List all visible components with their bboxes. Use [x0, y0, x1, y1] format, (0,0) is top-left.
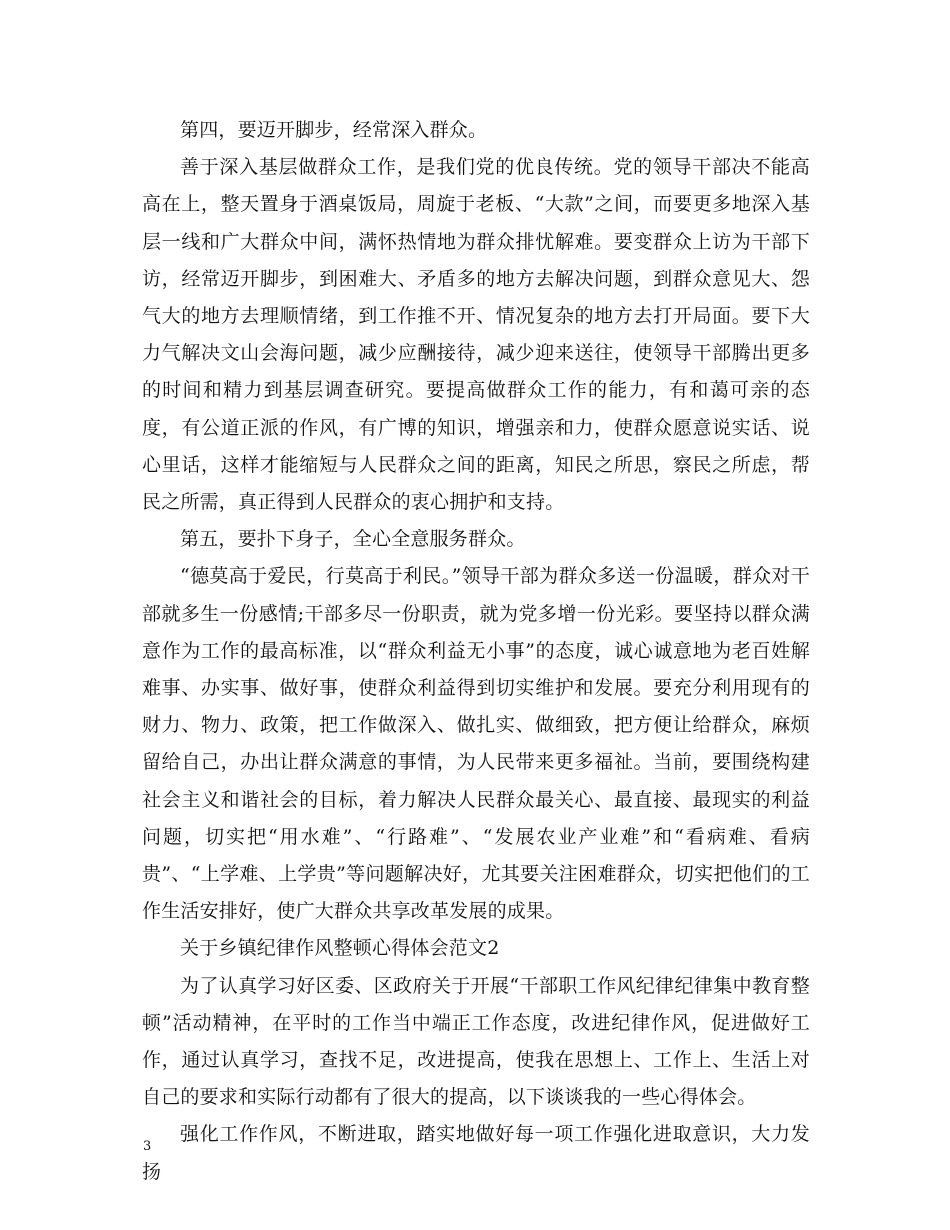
document-body — [142, 112, 810, 1191]
section-title: 关于乡镇纪律作风整顿心得体会范文2 — [180, 937, 500, 960]
paragraph-fifth-body: “德莫高于爱民，行莫高于利民。”领导干部为群众多送一份温暖，群众对干部就多生一份感情;干部多尽一份职责，就为党多增一份光彩。要坚持以群众满意作为工作的最高标准，以“群众利益无小事”的态度，诚心诚意地为老百姓解难事、办实事、做好事，使群众利益得到切实维护和发展。要充分利用现有的财力、物力、政策，把工作做深入、做扎实、做细致，把方便让给群众，麻烦留给自己，办出让群众满意的事情，为人民带来更多福祉。当前，要围绕构建社会主义和谐社会的目标，着力解决人民群众最关心、最直接、最现实的利益问题，切实把“用水难”、“行路难”、“发展农业产业难”和“看病难、看病贵”、“上学难、上学贵”等问题解决好，尤其要关注困难群众，切实把他们的工作生活安排好，使广大群众共享改革发展的成果。 — [142, 565, 810, 923]
paragraph-fifth-heading: 第五，要扑下身子，全心全意服务群众。 — [180, 528, 526, 551]
paragraph-continued: 强化工作作风，不断进取，踏实地做好每一项工作强化进取意识，大力发扬 — [142, 1123, 810, 1183]
paragraph-fourth-body: 善于深入基层做群众工作，是我们党的优良传统。党的领导干部决不能高高在上，整天置身于酒桌饭局，周旋于老板、“大款”之间，而要更多地深入基层一线和广大群众中间，满怀热情地为群众排忧解难。要变群众上访为干部下访，经常迈开脚步，到困难大、矛盾多的地方去解决问题，到群众意见大、怨气大的地方去理顺情绪，到工作推不开、情况复杂的地方去打开局面。要下大力气解决文山会海问题，减少应酬接待，减少迎来送往，使领导干部腾出更多的时间和精力到基层调查研究。要提高做群众工作的能力，有和蔼可亲的态度，有公道正派的作风，有广博的知识，增强亲和力，使群众愿意说实话、说心里话，这样才能缩短与人民群众之间的距离，知民之所思，察民之所虑，帮民之所需，真正得到人民群众的衷心拥护和支持。 — [142, 156, 810, 514]
paragraph-fourth-heading: 第四，要迈开脚步，经常深入群众。 — [180, 119, 488, 141]
paragraph-intro: 为了认真学习好区委、区政府关于开展“干部职工作风纪律纪律集中教育整顿”活动精神，在平时的工作当中端正工作态度，改进纪律作风，促进做好工作，通过认真学习，查找不足，改进提高，使我在思想上、工作上、生活上对自己的要求和实际行动都有了很大的提高，以下谈谈我的一些心得体会。 — [142, 974, 810, 1109]
page-number: 3 — [143, 1139, 152, 1154]
